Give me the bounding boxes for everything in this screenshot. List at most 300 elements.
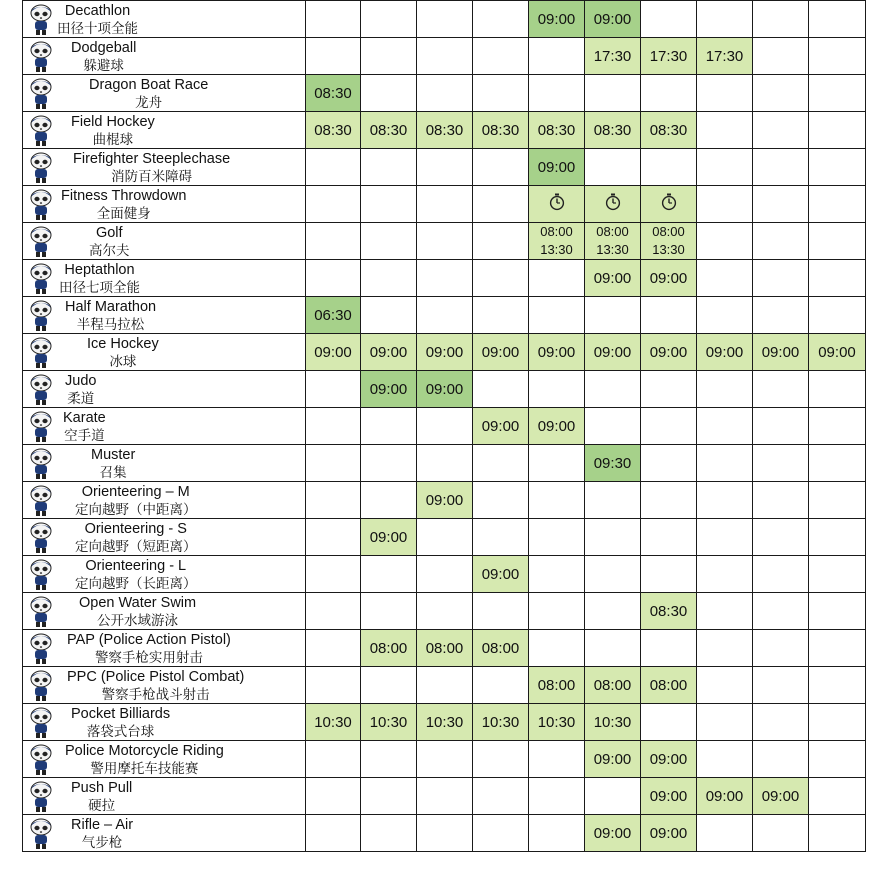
- schedule-cell: [809, 630, 866, 667]
- schedule-cell: [361, 482, 417, 519]
- mascot-icon: [27, 337, 55, 369]
- sport-name-cn: 冰球: [109, 354, 137, 369]
- schedule-cell: [473, 38, 529, 75]
- sport-name-en: Golf: [95, 225, 123, 241]
- schedule-cell: [529, 630, 585, 667]
- schedule-cell: [697, 75, 753, 112]
- sport-names: [75, 558, 197, 592]
- schedule-cell: [417, 149, 473, 186]
- sport-name-cn: 躲避球: [83, 58, 124, 73]
- session-time: 09:30: [593, 454, 632, 472]
- sport-name-cn: 警用摩托车技能赛: [90, 761, 199, 776]
- session-time: 08:30: [649, 121, 688, 139]
- schedule-cell: [306, 445, 361, 482]
- session-time: 09:00: [649, 787, 688, 805]
- schedule-cell: [641, 482, 697, 519]
- mascot-icon: [27, 78, 55, 110]
- session-time: 08:00: [593, 676, 632, 694]
- table-row: [23, 260, 866, 297]
- schedule-cell: [417, 38, 473, 75]
- session-time: 10:30: [369, 713, 408, 731]
- sport-names: [91, 447, 135, 481]
- sport-name-en: Firefighter Steeplechase: [73, 151, 231, 167]
- schedule-cell: [529, 815, 585, 852]
- session-time: 09:00: [481, 565, 520, 583]
- schedule-cell: [641, 260, 697, 297]
- table-row: [23, 741, 866, 778]
- schedule-cell: [529, 778, 585, 815]
- mascot-icon: [27, 263, 55, 295]
- session-time: 09:00: [481, 417, 520, 435]
- sport-name-en: PAP (Police Action Pistol): [67, 632, 231, 648]
- sport-name-en: Open Water Swim: [79, 595, 197, 611]
- schedule-cell: [306, 371, 361, 408]
- schedule-cell: [529, 741, 585, 778]
- session-time: 09:00: [593, 824, 632, 842]
- schedule-cell: [697, 815, 753, 852]
- schedule-cell: [753, 186, 809, 223]
- schedule-cell: [753, 149, 809, 186]
- sport-cell: [23, 186, 306, 223]
- schedule-cell: [753, 408, 809, 445]
- session-time: 08:30: [425, 121, 464, 139]
- schedule-cell: [361, 149, 417, 186]
- session-time: 09:00: [818, 343, 856, 361]
- schedule-cell: [753, 445, 809, 482]
- schedule-cell: [585, 38, 641, 75]
- session-time: 09:00: [369, 380, 408, 398]
- schedule-cell: [473, 778, 529, 815]
- sport-name-en: Push Pull: [71, 780, 133, 796]
- schedule-cell: [417, 112, 473, 149]
- sport-name-en: Karate: [63, 410, 106, 426]
- schedule-cell: [585, 149, 641, 186]
- schedule-cell: [473, 667, 529, 704]
- schedule-cell: [585, 408, 641, 445]
- schedule-cell: [417, 334, 473, 371]
- sport-name-en: Judo: [65, 373, 97, 389]
- table-row: [23, 223, 866, 260]
- schedule-cell: [417, 186, 473, 223]
- table-row: [23, 556, 866, 593]
- session-time: 08:00: [481, 639, 520, 657]
- schedule-cell: [473, 556, 529, 593]
- schedule-cell: [753, 1, 809, 38]
- sport-name-en: Police Motorcycle Riding: [65, 743, 224, 759]
- schedule-cell: [809, 593, 866, 630]
- sport-name-cn: 田径七项全能: [59, 280, 140, 295]
- schedule-cell: [809, 334, 866, 371]
- sport-cell: [23, 667, 306, 704]
- schedule-cell: [361, 223, 417, 260]
- schedule-cell: [641, 1, 697, 38]
- table-row: [23, 75, 866, 112]
- session-time: 08:00: [369, 639, 408, 657]
- sport-cell: [23, 1, 306, 38]
- schedule-cell: [361, 297, 417, 334]
- schedule-cell: [529, 445, 585, 482]
- session-time: 08:00: [537, 676, 576, 694]
- events-table: [22, 0, 866, 852]
- sport-names: [71, 817, 133, 851]
- table-row: [23, 1, 866, 38]
- sport-name-en: Orienteering - L: [85, 558, 187, 574]
- session-time: 09:00: [481, 343, 520, 361]
- schedule-cell: [417, 630, 473, 667]
- schedule-cell: [361, 75, 417, 112]
- schedule-cell: [809, 741, 866, 778]
- sport-names: [67, 632, 231, 666]
- sport-cell: [23, 519, 306, 556]
- schedule-cell: [361, 334, 417, 371]
- schedule-cell: [641, 741, 697, 778]
- schedule-cell: [306, 112, 361, 149]
- sport-name-en: Fitness Throwdown: [61, 188, 187, 204]
- schedule-cell: [361, 630, 417, 667]
- sport-name-en: Half Marathon: [65, 299, 157, 315]
- sport-name-cn: 田径十项全能: [57, 21, 138, 36]
- schedule-cell: [809, 556, 866, 593]
- sport-name-cn: 柔道: [67, 391, 95, 406]
- session-time: 08:30: [314, 84, 352, 102]
- schedule-cell: [753, 519, 809, 556]
- schedule-cell: [473, 630, 529, 667]
- schedule-cell: [753, 815, 809, 852]
- schedule-cell: [361, 371, 417, 408]
- schedule-cell: [473, 112, 529, 149]
- session-time: 09:00: [649, 750, 688, 768]
- schedule-cell: [306, 482, 361, 519]
- schedule-cell: [473, 334, 529, 371]
- schedule-cell: [529, 408, 585, 445]
- schedule-cell: [529, 334, 585, 371]
- schedule-cell: [641, 556, 697, 593]
- schedule-cell: [306, 1, 361, 38]
- schedule-cell: [641, 630, 697, 667]
- schedule-cell: [641, 371, 697, 408]
- schedule-cell: [529, 75, 585, 112]
- schedule-cell: [809, 778, 866, 815]
- schedule-cell: [417, 556, 473, 593]
- session-time: 09:00: [537, 158, 576, 176]
- schedule-cell: [529, 38, 585, 75]
- session-time: 09:00: [649, 343, 688, 361]
- session-time: 08:00: [596, 224, 629, 239]
- schedule-cell: [585, 223, 641, 260]
- schedule-cell: [473, 593, 529, 630]
- schedule-cell: [641, 75, 697, 112]
- schedule-cell: [641, 408, 697, 445]
- schedule-cell: [753, 112, 809, 149]
- schedule-cell: [809, 297, 866, 334]
- schedule-cell: [473, 445, 529, 482]
- session-time: 09:00: [705, 787, 744, 805]
- schedule-cell: [641, 223, 697, 260]
- sport-name-cn: 高尔夫: [89, 243, 130, 258]
- sport-name-cn: 定向越野（长距离）: [75, 576, 197, 591]
- schedule-cell: [529, 186, 585, 223]
- schedule-cell: [697, 112, 753, 149]
- sport-cell: [23, 260, 306, 297]
- table-row: [23, 815, 866, 852]
- stopwatch-icon: [605, 193, 621, 211]
- schedule-cell: [417, 297, 473, 334]
- schedule-cell: [641, 445, 697, 482]
- sport-name-en: Decathlon: [64, 3, 131, 19]
- schedule-cell: [473, 297, 529, 334]
- mascot-icon: [27, 818, 55, 850]
- sport-name-cn: 定向越野（中距离）: [75, 502, 197, 517]
- schedule-cell: [306, 741, 361, 778]
- schedule-cell: [473, 260, 529, 297]
- schedule-cell: [473, 741, 529, 778]
- schedule-cell: [585, 667, 641, 704]
- sport-names: [79, 595, 196, 629]
- sport-cell: [23, 334, 306, 371]
- mascot-icon: [27, 189, 55, 221]
- schedule-cell: [306, 815, 361, 852]
- schedule-cell: [641, 667, 697, 704]
- schedule-cell: [697, 38, 753, 75]
- schedule-cell: [417, 371, 473, 408]
- schedule-cell: [809, 149, 866, 186]
- schedule-cell: [306, 38, 361, 75]
- sport-cell: [23, 408, 306, 445]
- schedule-cell: [697, 519, 753, 556]
- schedule-cell: [697, 260, 753, 297]
- sport-names: [87, 336, 159, 370]
- sport-cell: [23, 75, 306, 112]
- schedule-cell: [641, 704, 697, 741]
- schedule-cell: [641, 38, 697, 75]
- table-row: [23, 445, 866, 482]
- session-time: 09:00: [537, 343, 576, 361]
- session-time: 13:30: [652, 242, 685, 257]
- schedule-cell: [753, 556, 809, 593]
- schedule-cell: [809, 38, 866, 75]
- sport-cell: [23, 297, 306, 334]
- schedule-cell: [753, 371, 809, 408]
- session-time: 09:00: [649, 824, 688, 842]
- sport-cell: [23, 741, 306, 778]
- schedule-cell: [529, 112, 585, 149]
- sport-name-cn: 公开水域游泳: [97, 613, 179, 628]
- sport-cell: [23, 149, 306, 186]
- schedule-cell: [585, 593, 641, 630]
- schedule-cell: [697, 408, 753, 445]
- schedule-cell: [809, 408, 866, 445]
- schedule-cell: [641, 297, 697, 334]
- schedule-cell: [641, 112, 697, 149]
- schedule-cell: [473, 223, 529, 260]
- table-row: [23, 297, 866, 334]
- schedule-cell: [306, 519, 361, 556]
- schedule-cell: [753, 38, 809, 75]
- schedule-cell: [585, 445, 641, 482]
- table-row: [23, 186, 866, 223]
- sport-cell: [23, 371, 306, 408]
- session-time: 08:30: [314, 121, 352, 139]
- schedule-cell: [753, 334, 809, 371]
- schedule-cell: [697, 556, 753, 593]
- schedule-cell: [473, 482, 529, 519]
- schedule-cell: [585, 741, 641, 778]
- sport-name-en: Dodgeball: [71, 40, 137, 56]
- schedule-cell: [473, 704, 529, 741]
- mascot-icon: [27, 374, 55, 406]
- schedule-cell: [473, 408, 529, 445]
- schedule-cell: [417, 704, 473, 741]
- schedule-cell: [361, 112, 417, 149]
- mascot-icon: [27, 596, 55, 628]
- session-time: 08:30: [369, 121, 408, 139]
- schedule-cell: [585, 297, 641, 334]
- schedule-cell: [585, 556, 641, 593]
- schedule-cell: [417, 260, 473, 297]
- schedule-cell: [361, 186, 417, 223]
- session-time: 09:00: [537, 417, 576, 435]
- table-row: [23, 38, 866, 75]
- session-time: 08:30: [649, 602, 688, 620]
- schedule-cell: [361, 778, 417, 815]
- schedule-cell: [753, 704, 809, 741]
- session-time: 09:00: [425, 343, 464, 361]
- schedule-cell: [473, 186, 529, 223]
- mascot-icon: [27, 300, 55, 332]
- schedule-cell: [306, 260, 361, 297]
- schedule-cell: [473, 75, 529, 112]
- mascot-icon: [27, 4, 55, 36]
- schedule-cell: [473, 371, 529, 408]
- sport-names: [61, 188, 186, 222]
- session-time: 10:30: [537, 713, 576, 731]
- schedule-cell: [641, 593, 697, 630]
- table-row: [23, 149, 866, 186]
- sport-cell: [23, 630, 306, 667]
- sport-names: [65, 299, 156, 333]
- sport-cell: [23, 593, 306, 630]
- schedule-cell: [306, 334, 361, 371]
- session-time: 10:30: [593, 713, 632, 731]
- table-row: [23, 667, 866, 704]
- sport-names: [89, 77, 208, 111]
- sport-cell: [23, 482, 306, 519]
- schedule-cell: [641, 815, 697, 852]
- schedule-cell: [753, 223, 809, 260]
- sport-cell: [23, 445, 306, 482]
- mascot-icon: [27, 485, 55, 517]
- schedule-cell: [809, 815, 866, 852]
- sport-name-cn: 消防百米障碍: [111, 169, 193, 184]
- table-row: [23, 334, 866, 371]
- sport-name-cn: 召集: [99, 465, 127, 480]
- schedule-cell: [697, 149, 753, 186]
- sport-name-cn: 全面健身: [96, 206, 151, 221]
- schedule-cell: [306, 75, 361, 112]
- session-time: 09:00: [593, 750, 632, 768]
- sport-names: [71, 706, 170, 740]
- schedule-cell: [585, 260, 641, 297]
- schedule-cell: [306, 186, 361, 223]
- table-row: [23, 778, 866, 815]
- sport-name-cn: 警察手枪实用射击: [94, 650, 203, 665]
- mascot-icon: [27, 744, 55, 776]
- schedule-cell: [585, 519, 641, 556]
- sport-name-en: PPC (Police Pistol Combat): [67, 669, 245, 685]
- session-time: 17:30: [705, 47, 744, 65]
- sport-name-en: Field Hockey: [71, 114, 155, 130]
- session-time: 17:30: [649, 47, 688, 65]
- schedule-cell: [361, 741, 417, 778]
- mascot-icon: [27, 781, 55, 813]
- schedule-cell: [697, 223, 753, 260]
- table-row: [23, 593, 866, 630]
- schedule-cell: [809, 223, 866, 260]
- mascot-icon: [27, 670, 55, 702]
- sport-name-cn: 警察手枪战斗射击: [101, 687, 210, 702]
- schedule-cell: [417, 408, 473, 445]
- sport-names: [63, 410, 106, 444]
- schedule-cell: [585, 186, 641, 223]
- sport-names: [71, 114, 155, 148]
- schedule-cell: [697, 630, 753, 667]
- schedule-cell: [641, 778, 697, 815]
- schedule-cell: [585, 75, 641, 112]
- schedule-cell: [361, 38, 417, 75]
- schedule-cell: [753, 75, 809, 112]
- sport-name-cn: 半程马拉松: [76, 317, 145, 332]
- mascot-icon: [27, 633, 55, 665]
- session-time: 08:00: [649, 676, 688, 694]
- sport-name-en: Orienteering – M: [81, 484, 190, 500]
- schedule-cell: [697, 482, 753, 519]
- session-time: 10:30: [481, 713, 520, 731]
- schedule-cell: [697, 667, 753, 704]
- sport-names: [75, 521, 197, 555]
- sport-names: [65, 743, 224, 777]
- sport-name-cn: 定向越野（短距离）: [75, 539, 197, 554]
- session-time: 09:00: [425, 491, 464, 509]
- sport-name-en: Dragon Boat Race: [89, 77, 209, 93]
- session-time: 08:30: [537, 121, 576, 139]
- schedule-cell: [529, 593, 585, 630]
- schedule-cell: [417, 778, 473, 815]
- session-time: 09:00: [593, 10, 632, 28]
- sport-names: [89, 225, 130, 259]
- schedule-cell: [529, 667, 585, 704]
- sport-name-en: Heptathlon: [64, 262, 135, 278]
- schedule-cell: [529, 260, 585, 297]
- schedule-cell: [361, 704, 417, 741]
- table-row: [23, 112, 866, 149]
- schedule-cell: [585, 778, 641, 815]
- schedule-cell: [473, 1, 529, 38]
- session-time: 17:30: [593, 47, 632, 65]
- table-row: [23, 519, 866, 556]
- sport-name-cn: 硬拉: [88, 798, 116, 813]
- schedule-cell: [417, 667, 473, 704]
- mascot-icon: [27, 41, 55, 73]
- schedule-cell: [697, 445, 753, 482]
- mascot-icon: [27, 226, 55, 258]
- schedule-cell: [417, 593, 473, 630]
- schedule-cell: [361, 408, 417, 445]
- schedule-cell: [697, 741, 753, 778]
- stopwatch-icon: [549, 193, 565, 211]
- schedule-cell: [809, 704, 866, 741]
- schedule-cell: [697, 334, 753, 371]
- schedule-cell: [697, 297, 753, 334]
